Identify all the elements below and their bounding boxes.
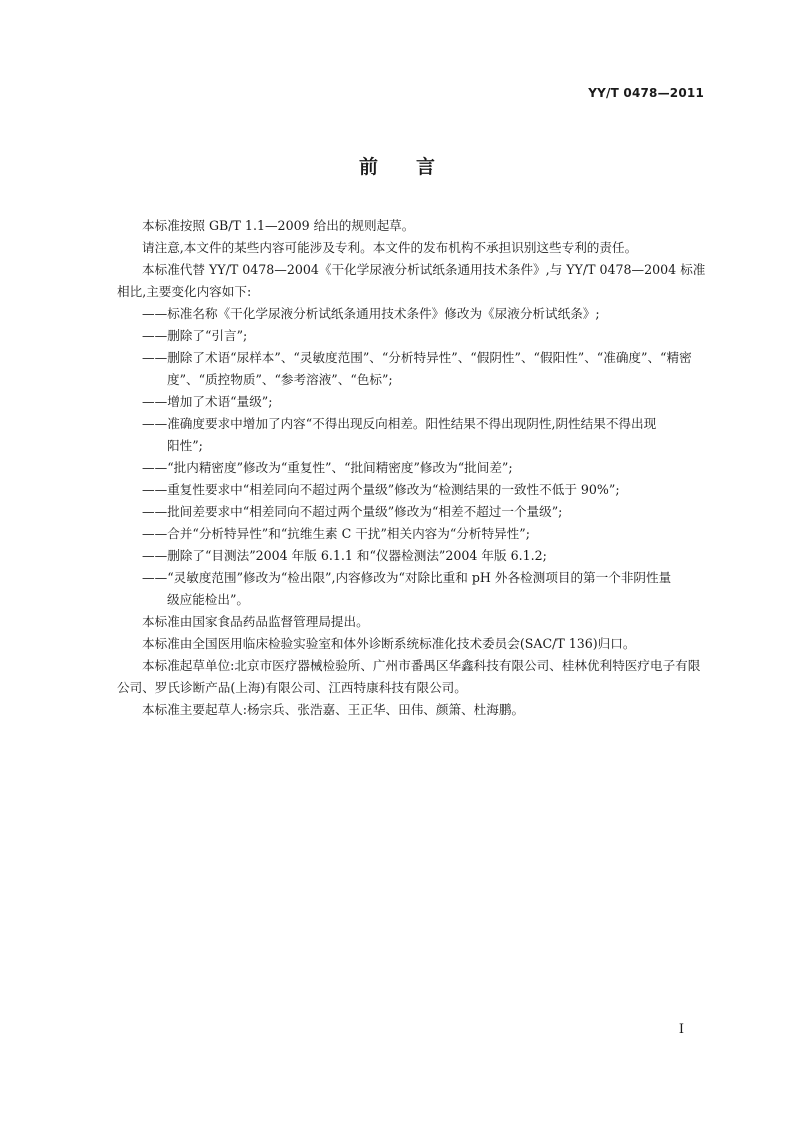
change-item-text: ——增加了术语“量级”; [142,394,273,409]
paragraph: 本标准由国家食品药品监督管理局提出。 [142,614,369,629]
change-item [117,479,707,501]
change-item [117,413,707,457]
change-item [117,391,707,413]
change-item [117,501,707,523]
change-item [117,545,707,567]
change-item-text: ——删除了“引言”; [142,328,248,343]
paragraph: 本标准按照 GB/T 1.1—2009 给出的规则起草。 [142,218,415,233]
paragraph: 本标准起草单位:北京市医疗器械检验所、广州市番禺区华鑫科技有限公司、桂林优利特医疗电子有限公司、罗氏诊断产品(上海)有限公司、江西特康科技有限公司。 [117,658,701,695]
change-item [117,523,707,545]
change-item-text: ——合并“分析特异性”和“抗维生素 C 干扰”相关内容为“分析特异性”; [142,526,530,541]
standard-code: YY/T 0478—2011 [588,86,704,100]
change-item [117,325,707,347]
change-item [117,457,707,479]
change-item-text: ——准确度要求中增加了内容“不得出现反向相差。阳性结果不得出现阴性,阴性结果不得出现 [142,416,657,431]
change-item-continuation: 度”、“质控物质”、“参考溶液”、“色标”; [167,372,393,387]
page-number: I [678,1022,684,1037]
change-item-continuation: 阳性”; [167,438,203,453]
paragraph: 请注意,本文件的某些内容可能涉及专利。本文件的发布机构不承担识别这些专利的责任。 [142,240,638,255]
change-item-text: ——删除了术语“尿样本”、“灵敏度范围”、“分析特异性”、“假阴性”、“假阳性”、“准确度”、“精密 [142,350,692,365]
paragraph: 本标准代替 YY/T 0478—2004《干化学尿液分析试纸条通用技术条件》,与 YY/T 0478—2004 标准相比,主要变化内容如下: [117,262,706,299]
document-body [117,215,707,721]
change-item-continuation: 级应能检出”。 [167,592,250,607]
paragraph: 本标准主要起草人:杨宗兵、张浩嘉、王正华、田伟、颜箫、杜海鹏。 [142,702,525,717]
page-title: 前言 [358,156,473,178]
change-item-text: ——“灵敏度范围”修改为“检出限”,内容修改为“对除比重和 pH 外各检测项目的第一个非阴性量 [142,570,672,585]
paragraph: 本标准由全国医用临床检验实验室和体外诊断系统标准化技术委员会(SAC/T 136)归口。 [142,636,636,651]
change-item-text: ——“批内精密度”修改为“重复性”、“批间精密度”修改为“批间差”; [142,460,513,475]
change-item [117,567,707,611]
change-item-text: ——删除了“目测法”2004 年版 6.1.1 和“仪器检测法”2004 年版 6.1.2; [142,548,547,563]
change-item [117,303,707,325]
change-item [117,347,707,391]
change-item-text: ——批间差要求中“相差同向不超过两个量级”修改为“相差不超过一个量级”; [142,504,563,519]
change-item-text: ——标准名称《干化学尿液分析试纸条通用技术条件》修改为《尿液分析试纸条》; [142,306,600,321]
change-item-text: ——重复性要求中“相差同向不超过两个量级”修改为“检测结果的一致性不低于 90%”; [142,482,620,497]
